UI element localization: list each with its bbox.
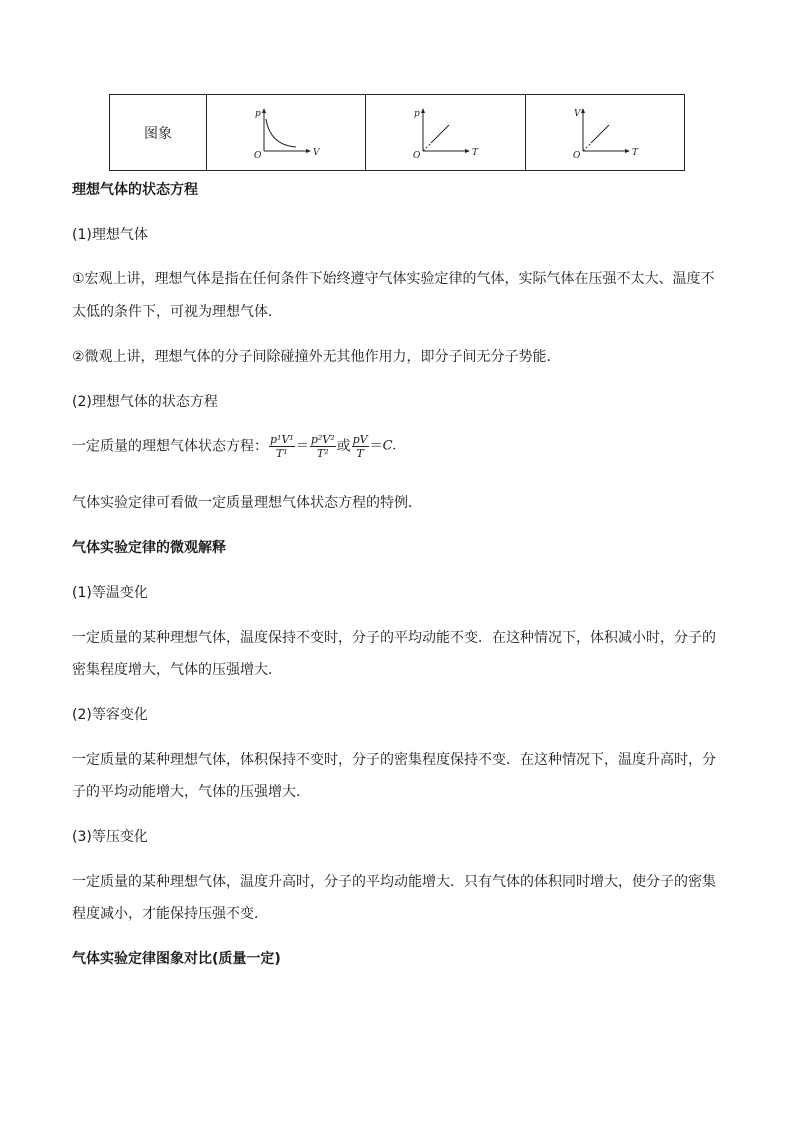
paragraph-isochoric-line1: 一定质量的某种理想气体，体积保持不变时，分子的密集程度保持不变．在这种情况下，温度升高时，分 xyxy=(72,752,716,768)
y-axis-label: p xyxy=(255,108,261,119)
formula-prefix: 一定质量的理想气体状态方程： xyxy=(72,438,268,455)
x-axis-label: V xyxy=(313,147,320,158)
x-axis-arrow xyxy=(625,149,630,153)
paragraph-isobaric-line1: 一定质量的某种理想气体，温度升高时，分子的平均动能增大．只有气体的体积同时增大，使分子的密集 xyxy=(72,874,716,890)
subheading-isothermal: (1)等温变化 xyxy=(72,585,148,601)
section-heading-micro-explanation: 气体实验定律的微观解释 xyxy=(72,540,226,556)
equals-sign-2: ＝ xyxy=(369,438,383,454)
subheading-ideal-gas: (1)理想气体 xyxy=(72,227,148,243)
p-t-isochore-graph xyxy=(411,105,481,161)
origin-label: O xyxy=(413,150,421,161)
fraction-2-numerator: p²V² xyxy=(310,433,335,446)
y-axis-arrow xyxy=(581,108,585,113)
subheading-isochoric: (2)等容变化 xyxy=(72,707,148,723)
paragraph-macro-line1: ①宏观上讲，理想气体是指在任何条件下始终遵守气体实验定律的气体，实际气体在压强不太大、温度不 xyxy=(72,271,715,287)
x-axis-arrow xyxy=(306,149,311,153)
section-heading-ideal-gas-equation: 理想气体的状态方程 xyxy=(72,182,198,198)
fraction-2-denominator: T² xyxy=(316,447,329,460)
origin-label: O xyxy=(572,150,581,161)
fraction-state-2 xyxy=(310,433,336,460)
x-axis-arrow xyxy=(465,149,470,153)
paragraph-special-case-note: 气体实验定律可看做一定质量理想气体状态方程的特例． xyxy=(72,495,422,511)
graph-row xyxy=(110,95,685,171)
p-v-isotherm-graph xyxy=(252,105,322,161)
y-axis-label: V xyxy=(573,108,581,119)
isochore-line xyxy=(431,125,449,143)
extrapolation-dashed-line xyxy=(583,143,591,151)
state-equation-formula xyxy=(72,433,396,460)
graph-cell-v-t xyxy=(525,95,684,171)
formula-constant: C. xyxy=(382,438,397,454)
x-axis-label: T xyxy=(472,147,479,158)
origin-label: O xyxy=(254,150,262,161)
x-axis-label: T xyxy=(631,147,638,158)
paragraph-isothermal-line2: 密集程度增大，气体的压强增大． xyxy=(72,662,282,678)
paragraph-isobaric-line2: 程度减小，才能保持压强不变． xyxy=(72,906,268,922)
fraction-1-denominator: T¹ xyxy=(276,447,288,460)
graph-cell-p-t xyxy=(366,95,525,171)
y-axis-label: p xyxy=(414,108,421,119)
equals-sign-1: ＝ xyxy=(295,438,309,454)
v-t-isobar-graph xyxy=(571,105,641,161)
paragraph-micro: ②微观上讲，理想气体的分子间除碰撞外无其他作用力，即分子间无分子势能． xyxy=(72,349,561,365)
y-axis-arrow xyxy=(262,108,266,113)
subheading-state-equation: (2)理想气体的状态方程 xyxy=(72,394,218,410)
paragraph-isochoric-line2: 子的平均动能增大，气体的压强增大． xyxy=(72,784,310,800)
fraction-3-denominator: T xyxy=(356,447,364,460)
isobar-line xyxy=(591,125,609,143)
graph-cell-p-v xyxy=(207,95,366,171)
subheading-isobaric: (3)等压变化 xyxy=(72,829,148,845)
graph-table xyxy=(109,94,685,171)
paragraph-macro-line2: 太低的条件下，可视为理想气体． xyxy=(72,304,282,320)
section-heading-graph-comparison: 气体实验定律图象对比(质量一定) xyxy=(72,951,281,967)
formula-or: 或 xyxy=(336,438,351,455)
fraction-1-numerator: p¹V¹ xyxy=(270,433,294,446)
y-axis-arrow xyxy=(421,108,425,113)
extrapolation-dashed-line xyxy=(423,143,431,151)
fraction-state-1 xyxy=(269,433,295,460)
fraction-general xyxy=(352,433,369,460)
paragraph-isothermal-line1: 一定质量的某种理想气体，温度保持不变时，分子的平均动能不变．在这种情况下，体积减小时，分子的 xyxy=(72,630,716,646)
isotherm-curve xyxy=(266,119,296,147)
row-label: 图象 xyxy=(110,95,207,171)
fraction-3-numerator: pV xyxy=(352,433,368,446)
